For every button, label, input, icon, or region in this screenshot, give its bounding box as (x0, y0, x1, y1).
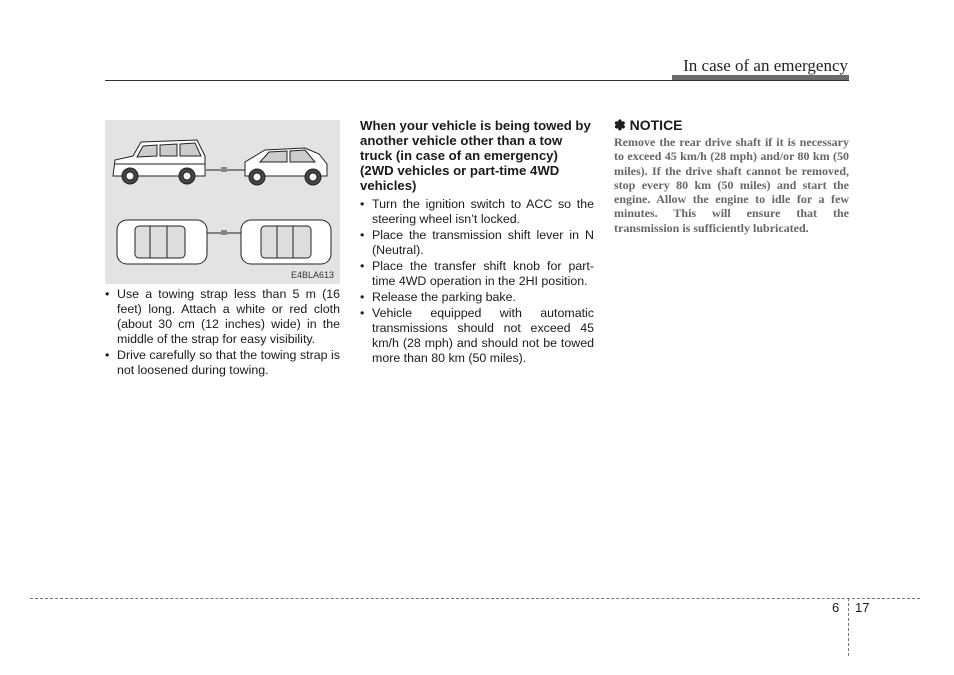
chapter-number: 6 (832, 600, 840, 615)
footer-rule (30, 598, 920, 599)
list-item: • Vehicle equipped with automatic transmissions should not exceed 45 km/h (28 mph) and should not be towed more than 80 km (50 miles). (360, 306, 594, 366)
notice-title (614, 118, 849, 133)
figure-code: E4BLA613 (290, 270, 334, 280)
footer-divider (848, 598, 849, 656)
notice-body: Remove the rear drive shaft if it is necessary to exceed 45 km/h (28 mph) and/or 80 km (50 miles). If the drive shaft cannot be removed, stop every 80 km (50 miles) and start the engine. Allow the engine to idle for a few minutes. This will ensure that the transmission is sufficiently lubricated. (614, 135, 849, 235)
towed-vehicle-side (245, 148, 327, 185)
list-item: • Use a towing strap less than 5 m (16 feet) long. Attach a white or red cloth (about 30 cm (12 inches) wide) in the middle of the strap for easy visibility. (105, 287, 340, 347)
towing-vehicle-top (117, 220, 207, 264)
strap-cloth-side (221, 167, 227, 172)
middle-column (360, 118, 594, 367)
notice-title-text: NOTICE (629, 117, 683, 133)
strap-cloth-top (221, 230, 227, 235)
list-item: • Place the transfer shift knob for part-time 4WD operation in the 2HI position. (360, 259, 594, 289)
towing-strap-list (105, 287, 340, 378)
towed-vehicle-top (241, 220, 331, 264)
page-number: 17 (855, 600, 870, 615)
header-rule (105, 80, 849, 81)
notice-box (614, 118, 849, 235)
towing-vehicle-side (113, 140, 205, 184)
section-title: In case of an emergency (683, 56, 848, 75)
towing-diagram (105, 120, 340, 284)
notice-star-icon: ✽ (614, 117, 626, 133)
towing-steps-list (360, 197, 594, 366)
towing-illustration (105, 120, 340, 284)
list-item: • Place the transmission shift lever in N (Neutral). (360, 228, 594, 258)
list-item: • Turn the ignition switch to ACC so the steering wheel isn’t locked. (360, 197, 594, 227)
towing-heading: When your vehicle is being towed by another vehicle other than a tow truck (in case of an emergency) (2WD vehicles or part-time 4WD vehicles) (360, 118, 591, 193)
left-column (105, 287, 340, 379)
list-item: • Drive carefully so that the towing strap is not loosened during towing. (105, 348, 340, 378)
list-item: • Release the parking bake. (360, 290, 594, 305)
